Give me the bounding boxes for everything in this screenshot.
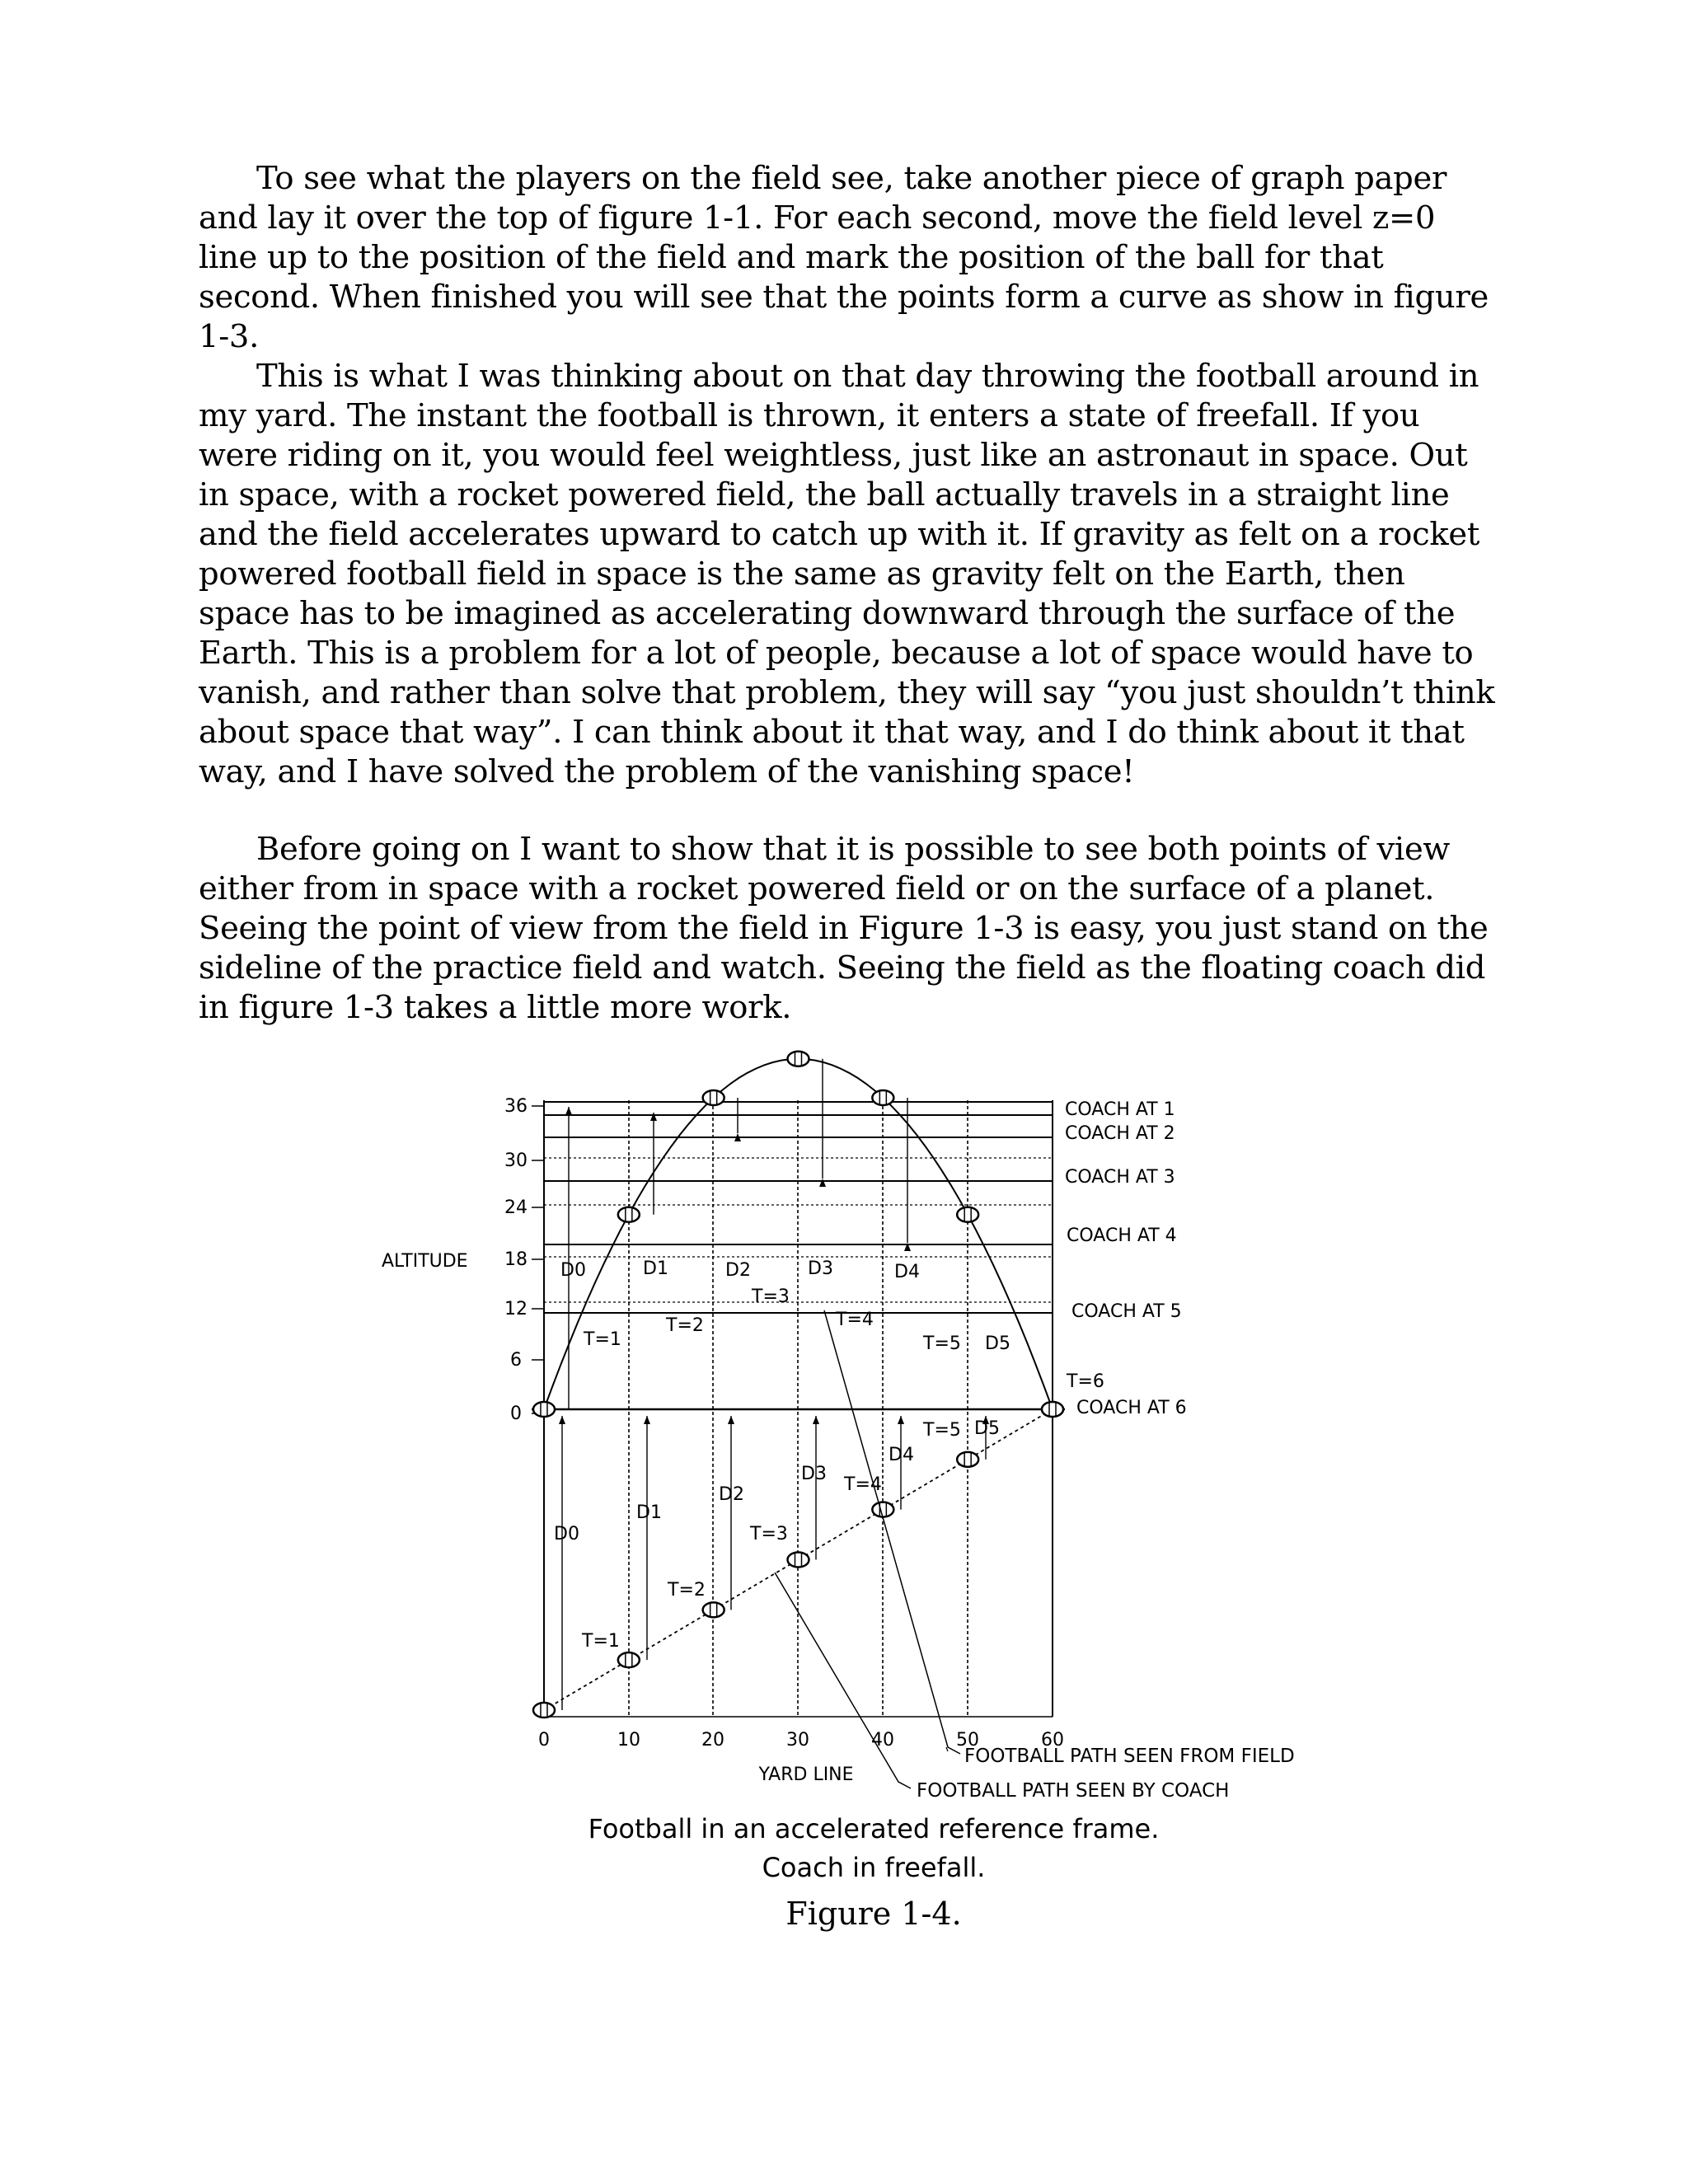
lower-d-label: D2 (719, 1484, 744, 1505)
football-coach-frame (872, 1502, 893, 1517)
coach-label: COACH AT 5 (1071, 1301, 1182, 1322)
y-tick-label: 6 (510, 1350, 522, 1371)
y-tick-label: 0 (510, 1404, 522, 1424)
coach-label: COACH AT 4 (1067, 1226, 1177, 1246)
coach-label: COACH AT 6 (1076, 1398, 1187, 1418)
upper-t-label: T=2 (666, 1315, 704, 1336)
arrow-head (565, 1107, 572, 1115)
upper-d-label: D3 (808, 1258, 833, 1279)
upper-d-label: D4 (894, 1262, 920, 1282)
lower-t-label: T=1 (582, 1631, 620, 1652)
lower-d-label: D5 (974, 1418, 1000, 1439)
football-field-frame (618, 1207, 640, 1222)
figure-number: Figure 1-4. (785, 1896, 962, 1932)
football-field-frame (957, 1207, 978, 1222)
paragraph-3: Before going on I want to show that it is possible to see both points of view either from in space with a rocket powered field or on the surface of a planet. Seeing the point of view from the field in Figure 1-3 is easy, you just stand on the sideline of the practice field and watch. Seeing the field as the floating coach did in figure 1-3 takes a little more work. (199, 831, 1489, 1026)
lower-d-label: D3 (801, 1464, 827, 1484)
upper-t-label: T=4 (836, 1310, 874, 1330)
football-coach-frame (703, 1602, 724, 1617)
upper-d-label: D5 (985, 1333, 1010, 1354)
t6-label: T=6 (1067, 1371, 1104, 1392)
lower-d-label: D1 (636, 1502, 662, 1523)
y-tick-label: 30 (504, 1151, 528, 1171)
lower-d-label: D4 (889, 1445, 914, 1465)
coach-label: COACH AT 3 (1065, 1167, 1175, 1188)
upper-d-label: D2 (725, 1260, 751, 1281)
leader-line-field (824, 1310, 960, 1754)
upper-d-label: D0 (560, 1260, 586, 1281)
upper-t-label: T=1 (584, 1329, 621, 1350)
arrow-head (819, 1179, 826, 1187)
arrow-head (559, 1416, 565, 1424)
arrow-head (650, 1113, 657, 1121)
football-field-frame (788, 1052, 809, 1066)
y-tick-label: 36 (504, 1096, 528, 1117)
upper-t-label: T=3 (752, 1286, 790, 1307)
y-tick-label: 24 (504, 1197, 528, 1218)
football-coach-frame (618, 1652, 640, 1667)
x-tick-label: 10 (617, 1730, 640, 1750)
x-tick-label: 50 (956, 1730, 979, 1750)
x-tick-label: 40 (871, 1730, 894, 1750)
football-field-frame (703, 1090, 724, 1105)
x-axis-label: YARD LINE (758, 1765, 854, 1785)
lower-t-label: T=4 (844, 1474, 882, 1495)
annotation-field-path: FOOTBALL PATH SEEN FROM FIELD (964, 1746, 1295, 1767)
football-coach-frame (533, 1703, 555, 1718)
x-tick-label: 30 (786, 1730, 809, 1750)
annotation-coach-path: FOOTBALL PATH SEEN BY COACH (917, 1780, 1230, 1802)
arrow-head (728, 1416, 734, 1424)
football-coach-frame (1042, 1402, 1063, 1417)
arrow-head (644, 1416, 650, 1424)
football-field-frame (533, 1402, 555, 1417)
lower-t-label: T=2 (668, 1580, 706, 1601)
football-coach-frame (957, 1452, 978, 1467)
x-tick-label: 20 (701, 1730, 724, 1750)
figure-caption-line-1: Football in an accelerated reference frame. (588, 1813, 1160, 1844)
upper-d-label: D1 (643, 1258, 668, 1279)
leader-line-coach (775, 1572, 911, 1788)
paragraph-2: This is what I was thinking about on that day throwing the football around in my yard. The instant the football is thrown, it enters a state of freefall. If you were riding on it, you would feel weightless, just like an astronaut in space. Out in space, with a rocket powered field, the ball actually travels in a straight line and the field accelerates upward to catch up with it. If gravity as felt on a rocket powered football field in space is the same as gravity felt on the Earth, then space has to be imagined as accelerating downward through the surface of the Earth. This is a problem for a lot of people, because a lot of space would have to vanish, and rather than solve that problem, they will say “you just shouldn’t think about space that way”. I can think about it that way, and I do think about it that way, and I have solved the problem of the vanishing space! (199, 358, 1495, 790)
coach-label: COACH AT 2 (1065, 1123, 1175, 1144)
x-tick-label: 60 (1041, 1730, 1064, 1750)
lower-d-label: D0 (554, 1524, 579, 1544)
coach-label: COACH AT 1 (1065, 1099, 1175, 1120)
football-field-frame (872, 1090, 893, 1105)
leader-tick (946, 1747, 948, 1751)
arrow-head (813, 1416, 819, 1424)
lower-t-label: T=5 (923, 1420, 961, 1441)
football-coach-frame (788, 1553, 809, 1568)
paragraph-1: To see what the players on the field see, take another piece of graph paper and lay it over the top of figure 1-1. For each second, move the field level z=0 line up to the position of the field and mark the position of the ball for that second. When finished you will see that the points form a curve as show in figure 1-3. (199, 160, 1489, 355)
figure-caption-line-2: Coach in freefall. (762, 1852, 986, 1883)
arrow-head (898, 1416, 904, 1424)
y-tick-label: 18 (504, 1249, 528, 1270)
upper-t-label: T=5 (923, 1333, 961, 1354)
lower-t-label: T=3 (750, 1524, 788, 1544)
y-tick-label: 12 (504, 1299, 528, 1319)
x-tick-label: 0 (538, 1730, 550, 1750)
y-axis-label: ALTITUDE (382, 1251, 468, 1272)
